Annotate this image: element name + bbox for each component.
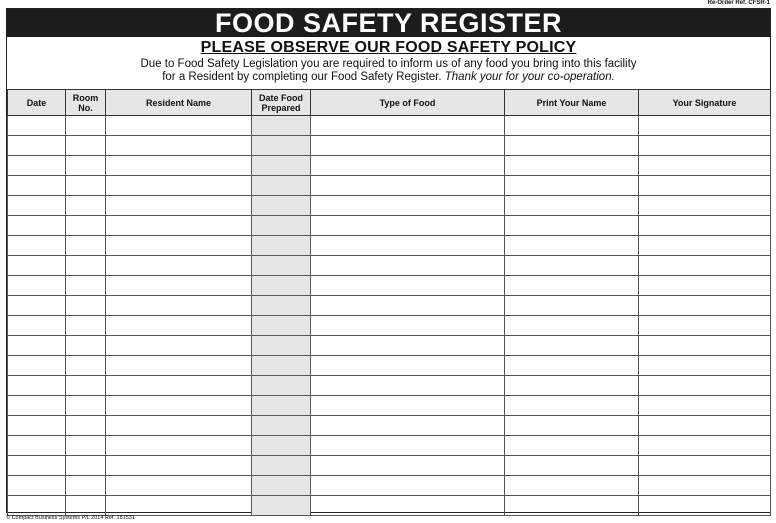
cell-resident-name[interactable]: [106, 136, 252, 156]
register-title: FOOD SAFETY REGISTER: [7, 9, 770, 37]
register-row: [8, 176, 771, 196]
cell-resident-name[interactable]: [106, 256, 252, 276]
cell-date[interactable]: [8, 376, 66, 396]
cell-date-food-prepared[interactable]: [252, 216, 311, 236]
header-row: [8, 90, 771, 116]
register-row: [8, 316, 771, 336]
cell-resident-name[interactable]: [106, 156, 252, 176]
cell-resident-name[interactable]: [106, 396, 252, 416]
cell-your-signature[interactable]: [639, 316, 771, 336]
cell-print-your-name[interactable]: [505, 296, 639, 316]
cell-date[interactable]: [8, 156, 66, 176]
cell-date-food-prepared[interactable]: [252, 496, 311, 516]
cell-your-signature[interactable]: [639, 196, 771, 216]
register-row: [8, 216, 771, 236]
cell-resident-name[interactable]: [106, 216, 252, 236]
cell-resident-name[interactable]: [106, 296, 252, 316]
register-row: [8, 336, 771, 356]
cell-room-no[interactable]: [66, 436, 106, 456]
cell-room-no[interactable]: [66, 276, 106, 296]
cell-your-signature[interactable]: [639, 176, 771, 196]
cell-date-food-prepared[interactable]: [252, 276, 311, 296]
cell-date-food-prepared[interactable]: [252, 376, 311, 396]
register-row: [8, 396, 771, 416]
notice-line-1: Due to Food Safety Legislation you are required to inform us of any food you bring into this facility: [140, 58, 637, 70]
cell-date[interactable]: [8, 476, 66, 496]
policy-heading: PLEASE OBSERVE OUR FOOD SAFETY POLICY: [200, 39, 577, 56]
cell-print-your-name[interactable]: [505, 196, 639, 216]
cell-date[interactable]: [8, 316, 66, 336]
cell-type-of-food[interactable]: [311, 276, 505, 296]
cell-your-signature[interactable]: [639, 116, 771, 136]
column-header-resident-name: Resident Name: [106, 90, 252, 116]
cell-your-signature[interactable]: [639, 376, 771, 396]
cell-date-food-prepared[interactable]: [252, 196, 311, 216]
cell-type-of-food[interactable]: [311, 356, 505, 376]
cell-your-signature[interactable]: [639, 216, 771, 236]
cell-date[interactable]: [8, 356, 66, 376]
cell-room-no[interactable]: [66, 396, 106, 416]
column-header-type-of-food: Type of Food: [311, 90, 505, 116]
cell-resident-name[interactable]: [106, 316, 252, 336]
cell-date-food-prepared[interactable]: [252, 256, 311, 276]
cell-date-food-prepared[interactable]: [252, 336, 311, 356]
cell-your-signature[interactable]: [639, 456, 771, 476]
cell-type-of-food[interactable]: [311, 156, 505, 176]
cell-your-signature[interactable]: [639, 136, 771, 156]
register-row: [8, 156, 771, 176]
cell-date[interactable]: [8, 176, 66, 196]
cell-type-of-food[interactable]: [311, 296, 505, 316]
cell-type-of-food[interactable]: [311, 236, 505, 256]
cell-date[interactable]: [8, 416, 66, 436]
notice-thanks: Thank your for your co-operation.: [444, 71, 615, 83]
cell-type-of-food[interactable]: [311, 316, 505, 336]
register-row: [8, 376, 771, 396]
register-sheet: [6, 8, 771, 513]
cell-type-of-food[interactable]: [311, 336, 505, 356]
cell-print-your-name[interactable]: [505, 256, 639, 276]
notice-text: [7, 58, 770, 84]
register-row: [8, 276, 771, 296]
cell-room-no[interactable]: [66, 376, 106, 396]
register-row: [8, 436, 771, 456]
cell-date-food-prepared[interactable]: [252, 416, 311, 436]
cell-date[interactable]: [8, 456, 66, 476]
cell-room-no[interactable]: [66, 176, 106, 196]
cell-resident-name[interactable]: [106, 456, 252, 476]
cell-your-signature[interactable]: [639, 336, 771, 356]
cell-print-your-name[interactable]: [505, 396, 639, 416]
cell-date[interactable]: [8, 396, 66, 416]
cell-room-no[interactable]: [66, 216, 106, 236]
cell-date-food-prepared[interactable]: [252, 116, 311, 136]
cell-your-signature[interactable]: [639, 416, 771, 436]
register-row: [8, 476, 771, 496]
cell-date-food-prepared[interactable]: [252, 176, 311, 196]
cell-print-your-name[interactable]: [505, 496, 639, 516]
register-row: [8, 296, 771, 316]
cell-print-your-name[interactable]: [505, 336, 639, 356]
cell-resident-name[interactable]: [106, 116, 252, 136]
cell-your-signature[interactable]: [639, 436, 771, 456]
cell-date[interactable]: [8, 436, 66, 456]
cell-date-food-prepared[interactable]: [252, 156, 311, 176]
cell-room-no[interactable]: [66, 456, 106, 476]
cell-print-your-name[interactable]: [505, 376, 639, 396]
cell-date-food-prepared[interactable]: [252, 136, 311, 156]
cell-room-no[interactable]: [66, 496, 106, 516]
register-row: [8, 116, 771, 136]
cell-print-your-name[interactable]: [505, 356, 639, 376]
cell-date[interactable]: [8, 196, 66, 216]
cell-type-of-food[interactable]: [311, 376, 505, 396]
cell-print-your-name[interactable]: [505, 476, 639, 496]
copyright-footer: © Compact Business Systems P/L 2014 Ref. 181531: [6, 515, 135, 521]
cell-resident-name[interactable]: [106, 436, 252, 456]
cell-resident-name[interactable]: [106, 196, 252, 216]
register-row: [8, 496, 771, 516]
cell-date-food-prepared[interactable]: [252, 396, 311, 416]
cell-type-of-food[interactable]: [311, 396, 505, 416]
cell-date[interactable]: [8, 136, 66, 156]
column-header-print-your-name: Print Your Name: [505, 90, 639, 116]
cell-date[interactable]: [8, 496, 66, 516]
register-row: [8, 456, 771, 476]
cell-resident-name[interactable]: [106, 476, 252, 496]
cell-type-of-food[interactable]: [311, 476, 505, 496]
cell-date-food-prepared[interactable]: [252, 476, 311, 496]
cell-type-of-food[interactable]: [311, 456, 505, 476]
cell-resident-name[interactable]: [106, 336, 252, 356]
reorder-reference: Re-Order Ref. CFSR-1: [707, 0, 770, 6]
cell-print-your-name[interactable]: [505, 316, 639, 336]
cell-print-your-name[interactable]: [505, 176, 639, 196]
cell-your-signature[interactable]: [639, 476, 771, 496]
cell-date-food-prepared[interactable]: [252, 316, 311, 336]
cell-room-no[interactable]: [66, 156, 106, 176]
cell-resident-name[interactable]: [106, 356, 252, 376]
register-row: [8, 256, 771, 276]
cell-print-your-name[interactable]: [505, 236, 639, 256]
register-row: [8, 136, 771, 156]
cell-print-your-name[interactable]: [505, 436, 639, 456]
cell-type-of-food[interactable]: [311, 216, 505, 236]
cell-date[interactable]: [8, 296, 66, 316]
cell-type-of-food[interactable]: [311, 116, 505, 136]
cell-room-no[interactable]: [66, 136, 106, 156]
column-header-room-no: Room No.: [66, 90, 106, 116]
register-row: [8, 236, 771, 256]
cell-resident-name[interactable]: [106, 416, 252, 436]
cell-your-signature[interactable]: [639, 496, 771, 516]
cell-your-signature[interactable]: [639, 356, 771, 376]
cell-resident-name[interactable]: [106, 496, 252, 516]
column-header-your-signature: Your Signature: [639, 90, 771, 116]
cell-resident-name[interactable]: [106, 236, 252, 256]
column-header-date-food-prepared: Date Food Prepared: [252, 90, 311, 116]
register-table: [7, 89, 771, 516]
notice-line-2-plain: for a Resident by completing our Food Safety Register.: [162, 71, 445, 83]
cell-room-no[interactable]: [66, 476, 106, 496]
cell-date[interactable]: [8, 116, 66, 136]
cell-your-signature[interactable]: [639, 156, 771, 176]
cell-room-no[interactable]: [66, 196, 106, 216]
cell-print-your-name[interactable]: [505, 276, 639, 296]
notice-line-2: [7, 71, 770, 84]
cell-room-no[interactable]: [66, 336, 106, 356]
cell-date[interactable]: [8, 236, 66, 256]
cell-resident-name[interactable]: [106, 376, 252, 396]
cell-room-no[interactable]: [66, 316, 106, 336]
cell-date-food-prepared[interactable]: [252, 456, 311, 476]
cell-type-of-food[interactable]: [311, 416, 505, 436]
cell-room-no[interactable]: [66, 256, 106, 276]
cell-date[interactable]: [8, 256, 66, 276]
cell-type-of-food[interactable]: [311, 496, 505, 516]
cell-room-no[interactable]: [66, 296, 106, 316]
register-row: [8, 356, 771, 376]
cell-print-your-name[interactable]: [505, 136, 639, 156]
cell-your-signature[interactable]: [639, 396, 771, 416]
cell-print-your-name[interactable]: [505, 116, 639, 136]
register-row: [8, 196, 771, 216]
cell-type-of-food[interactable]: [311, 436, 505, 456]
cell-type-of-food[interactable]: [311, 256, 505, 276]
cell-type-of-food[interactable]: [311, 136, 505, 156]
cell-room-no[interactable]: [66, 236, 106, 256]
cell-date[interactable]: [8, 336, 66, 356]
cell-your-signature[interactable]: [639, 276, 771, 296]
cell-your-signature[interactable]: [639, 236, 771, 256]
register-row: [8, 416, 771, 436]
cell-date[interactable]: [8, 276, 66, 296]
cell-date-food-prepared[interactable]: [252, 296, 311, 316]
cell-print-your-name[interactable]: [505, 216, 639, 236]
cell-room-no[interactable]: [66, 116, 106, 136]
register-rows: [8, 116, 771, 516]
cell-print-your-name[interactable]: [505, 156, 639, 176]
cell-room-no[interactable]: [66, 356, 106, 376]
cell-date-food-prepared[interactable]: [252, 436, 311, 456]
cell-room-no[interactable]: [66, 416, 106, 436]
cell-date[interactable]: [8, 216, 66, 236]
cell-resident-name[interactable]: [106, 176, 252, 196]
cell-date-food-prepared[interactable]: [252, 236, 311, 256]
cell-type-of-food[interactable]: [311, 176, 505, 196]
column-header-date: Date: [8, 90, 66, 116]
cell-print-your-name[interactable]: [505, 416, 639, 436]
cell-your-signature[interactable]: [639, 256, 771, 276]
cell-print-your-name[interactable]: [505, 456, 639, 476]
cell-your-signature[interactable]: [639, 296, 771, 316]
cell-date-food-prepared[interactable]: [252, 356, 311, 376]
cell-resident-name[interactable]: [106, 276, 252, 296]
cell-type-of-food[interactable]: [311, 196, 505, 216]
